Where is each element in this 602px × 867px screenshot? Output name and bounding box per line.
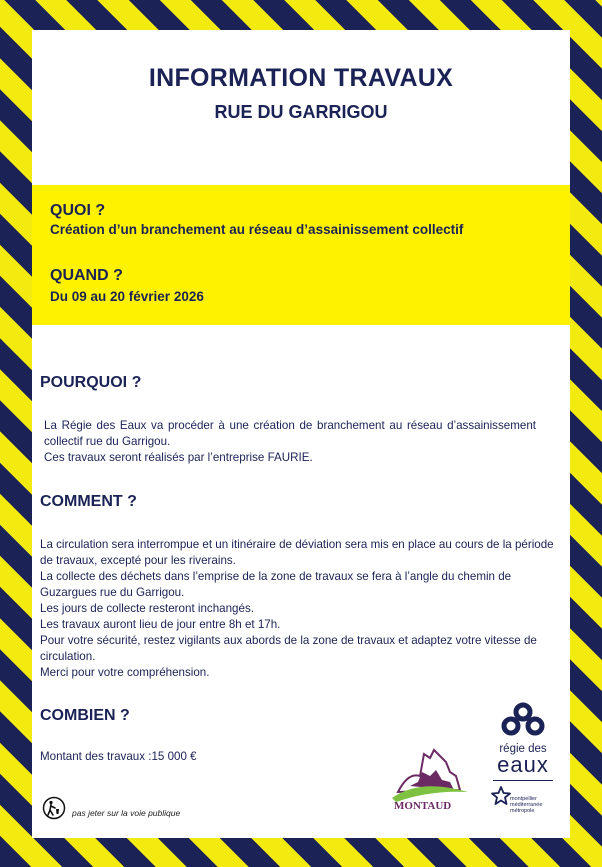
regie-bottom-label: eaux bbox=[497, 752, 549, 777]
litter-icon bbox=[42, 796, 66, 820]
pourquoi-heading: POURQUOI ? bbox=[40, 374, 142, 391]
comment-line: La circulation sera interrompue et un itinéraire de déviation sera mis en place au cours de la période de travaux, excepté pour les riverains. bbox=[40, 538, 554, 567]
quand-text: Du 09 au 20 février 2026 bbox=[50, 289, 204, 304]
page-subtitle: RUE DU GARRIGOU bbox=[214, 102, 388, 122]
pourquoi-body bbox=[44, 418, 536, 466]
comment-line: La collecte des déchets dans l’emprise de la zone de travaux se fera à l’angle du chemin de Guzargues rue du Garrigou. bbox=[40, 570, 512, 599]
comment-line: Pour votre sécurité, restez vigilants aux abords de la zone de travaux et adaptez votre vitesse de circulation. bbox=[40, 634, 537, 663]
comment-line: Les jours de collecte resteront inchangés. bbox=[40, 602, 254, 615]
regie-logo bbox=[480, 702, 566, 822]
highlight-band bbox=[32, 185, 570, 325]
quoi-heading: QUOI ? bbox=[50, 202, 106, 219]
page-title: INFORMATION TRAVAUX bbox=[148, 64, 454, 92]
comment-line: Les travaux auront lieu de jour entre 8h et 17h. bbox=[40, 618, 281, 631]
comment-heading: COMMENT ? bbox=[40, 493, 137, 510]
combien-text: Montant des travaux :15 000 € bbox=[40, 750, 197, 763]
notice-sheet bbox=[32, 30, 570, 838]
regie-top-label: régie des bbox=[499, 743, 547, 755]
montaud-label: MONTAUD bbox=[394, 800, 452, 812]
title-block bbox=[32, 64, 570, 123]
footer-note-text: pas jeter sur la voie publique bbox=[72, 808, 181, 818]
quoi-text: Création d’un branchement au réseau d’assainissement collectif bbox=[50, 222, 464, 237]
pourquoi-paragraph: La Régie des Eaux va procéder à une création de branchement au réseau d’assainissement collectif rue du Garrigou. bbox=[44, 419, 536, 448]
pourquoi-line2: Ces travaux seront réalisés par l’entreprise FAURIE. bbox=[44, 451, 313, 464]
quand-heading: QUAND ? bbox=[50, 267, 123, 284]
montaud-logo bbox=[390, 742, 472, 818]
metropole-label: montpellier méditerranée métropole bbox=[510, 796, 543, 814]
comment-body bbox=[40, 537, 562, 681]
regie-divider bbox=[493, 780, 553, 781]
regie-drops-icon bbox=[501, 702, 545, 736]
comment-line: Merci pour votre compréhension. bbox=[40, 666, 210, 679]
footer-note bbox=[42, 796, 180, 820]
combien-heading: COMBIEN ? bbox=[40, 707, 130, 724]
